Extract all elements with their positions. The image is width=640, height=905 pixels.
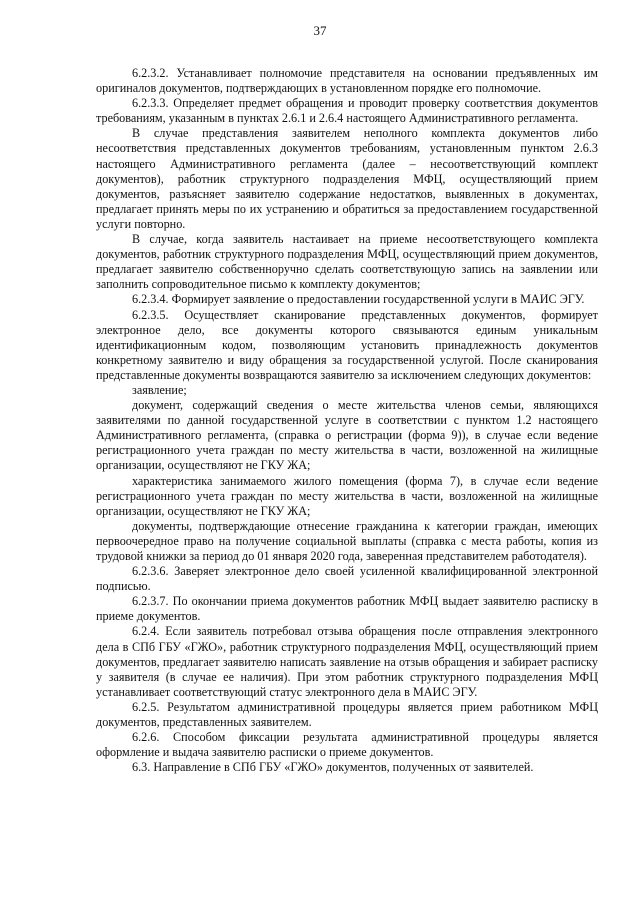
paragraph: 6.2.3.7. По окончании приема документов работник МФЦ выдает заявителю расписку в приеме документов. <box>96 594 598 624</box>
page-number: 37 <box>313 23 327 38</box>
paragraph: 6.2.3.4. Формирует заявление о предоставлении государственной услуги в МАИС ЭГУ. <box>132 292 585 307</box>
paragraph: 6.2.4. Если заявитель потребовал отзыва обращения после отправления электронного дела в СПб ГБУ «ГЖО», работник структурного подразделения МФЦ, осуществляющий прием документов, предлагает заявителю написать заявление на отзыв обращения и забирает расписку у заявителя (в случае ее наличия). При этом работник структурного подразделения МФЦ устанавливает соответствующий статус электронного дела в МАИС ЭГУ. <box>96 624 598 699</box>
paragraph: 6.3. Направление в СПб ГБУ «ГЖО» документов, полученных от заявителей. <box>132 760 534 775</box>
paragraph: 6.2.3.2. Устанавливает полномочие представителя на основании предъявленных им оригиналов документов, подтверждающих в установленном порядке его полномочие. <box>96 66 598 96</box>
document-body <box>96 66 598 775</box>
paragraph: 6.2.3.6. Заверяет электронное дело своей усиленной квалифицированной электронной подписью. <box>96 564 598 594</box>
paragraph: 6.2.5. Результатом административной процедуры является прием работником МФЦ документов, представленных заявителем. <box>96 699 598 730</box>
paragraph: 6.2.6. Способом фиксации результата административной процедуры является оформление и выдача заявителю расписки о приеме документов. <box>96 730 598 760</box>
paragraph: заявление; <box>132 382 187 397</box>
paragraph: В случае представления заявителем неполного комплекта документов либо несоответствия представленных документов требованиям, установленным пунктом 2.6.3 настоящего Административного регламента (далее – несоответствующий комплект документов), работник структурного подразделения МФЦ, осуществляющий прием документов, разъясняет заявителю содержание недостатков, выявленных в документах, предлагает принять меры по их устранению и обратиться за предоставлением государственной услуги повторно. <box>96 126 598 231</box>
paragraph: документы, подтверждающие отнесение гражданина к категории граждан, имеющих первоочередное право на получение социальной выплаты (справка с места работы, копия из трудовой книжки за период до 01 января 2020 года, заверенная представителем работодателя). <box>96 518 598 563</box>
paragraph: В случае, когда заявитель настаивает на приеме несоответствующего комплекта документов, работник структурного подразделения МФЦ, осуществляющий прием документов, предлагает заявителю собственноручно сделать соответствующую запись на заявлении или заполнить сопроводительное письмо к комплекту документов; <box>96 232 598 292</box>
paragraph: характеристика занимаемого жилого помещения (форма 7), в случае если ведение регистрационного учета граждан по месту жительства в части, возложенной на жилищные организации, осуществляют не ГКУ ЖА; <box>96 473 598 518</box>
paragraph: документ, содержащий сведения о месте жительства членов семьи, являющихся заявителями по данной государственной услуге в соответствии с пунктом 1.2 настоящего Административного регламента, (справка о регистрации (форма 9)), в случае если ведение регистрационного учета граждан по месту жительства в части, возложенной на жилищные организации, осуществляют не ГКУ ЖА; <box>96 398 598 473</box>
paragraph: 6.2.3.5. Осуществляет сканирование представленных документов, формирует электронное дело, все документы которого связываются единым уникальным идентификационным кодом, позволяющим установить принадлежность документов конкретному заявителю и виду обращения за государственной услугой. После сканирования представленные документы возвращаются заявителю за исключением следующих документов: <box>96 307 598 382</box>
paragraph: 6.2.3.3. Определяет предмет обращения и проводит проверку соответствия документов требованиям, указанным в пунктах 2.6.1 и 2.6.4 настоящего Административного регламента. <box>96 96 598 126</box>
